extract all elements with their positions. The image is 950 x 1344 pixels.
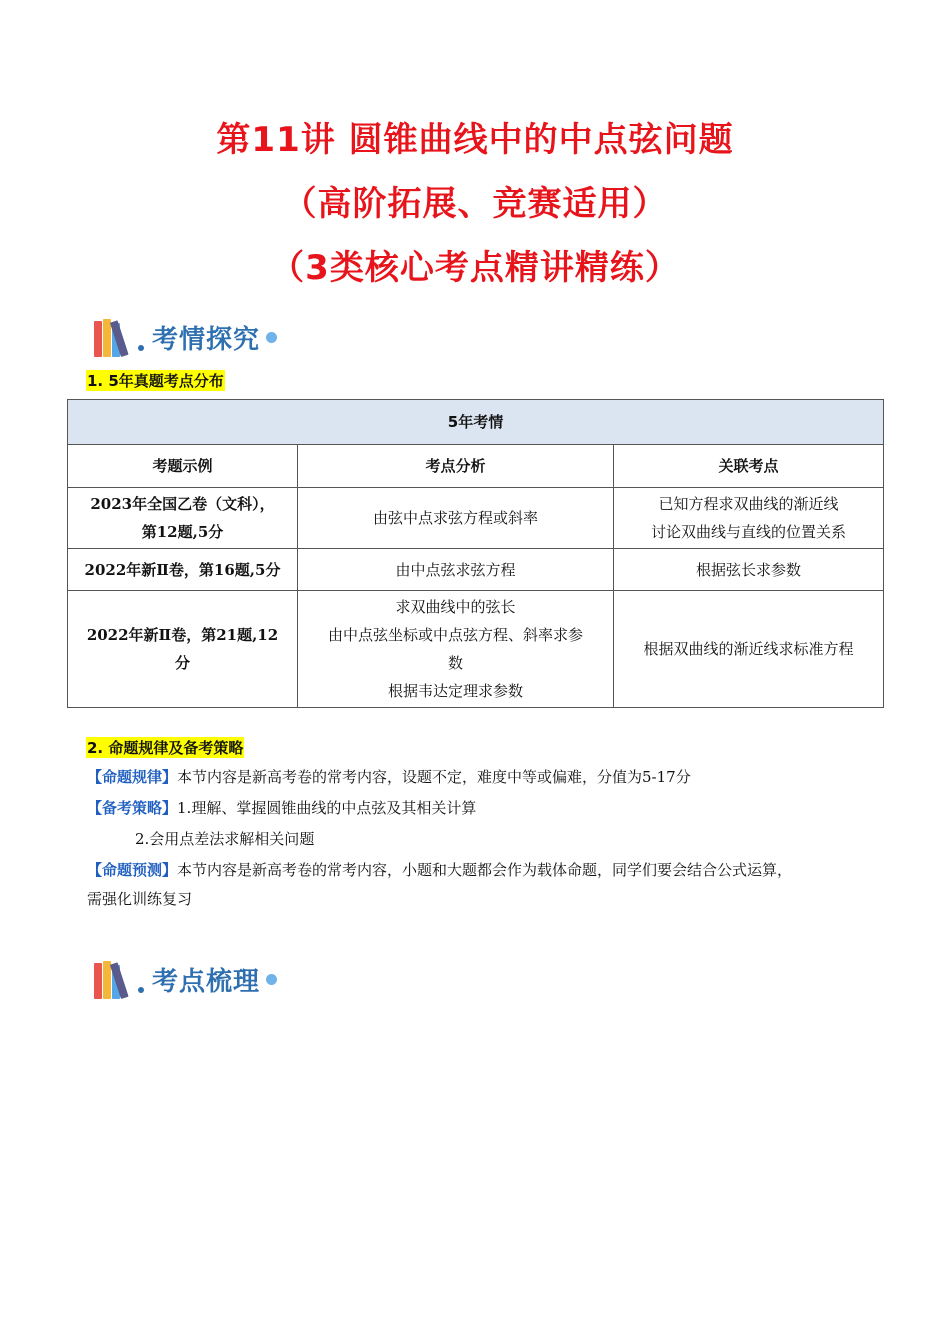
predict-text: 本节内容是新高考卷的常考内容，小题和大题都会作为载体命题，同学们要会结合公式运算， — [177, 861, 793, 879]
subheading-2: 2. 命题规律及备考策略 — [87, 739, 244, 757]
table-cell-analysis: 由弦中点求弦方程或斜率 — [298, 488, 614, 549]
table-row — [68, 488, 884, 549]
predict-tag: 【命题预测】 — [87, 861, 178, 879]
section-header-exam-analysis — [92, 314, 277, 360]
section-dot — [266, 332, 277, 343]
section-dot-small — [138, 987, 144, 993]
table-header: 考题示例 — [68, 445, 298, 488]
subheading-1: 1. 5年真题考点分布 — [87, 372, 224, 390]
title-line-3: （3类核心考点精讲精练） — [270, 248, 680, 288]
table-cell-analysis: 求双曲线中的弦长 由中点弦坐标或中点弦方程、斜率求参 数 根据韦达定理求参数 — [298, 591, 614, 708]
section-dot-small — [138, 345, 144, 351]
strategy-tag: 【备考策略】 — [87, 799, 178, 817]
table-header: 关联考点 — [614, 445, 884, 488]
law-text: 本节内容是新高考卷的常考内容，设题不定，难度中等或偏难，分值为5-17分 — [177, 768, 691, 786]
section-header-key-points — [92, 956, 277, 1002]
table-cell-example: 2022年新Ⅱ卷，第16题,5分 — [68, 549, 298, 591]
table-cell-related: 根据双曲线的渐近线求标准方程 — [614, 591, 884, 708]
table-cell-example: 2023年全国乙卷（文科）， 第12题,5分 — [68, 488, 298, 549]
table-cell-related: 已知方程求双曲线的渐近线 讨论双曲线与直线的位置关系 — [614, 488, 884, 549]
table-cell-analysis: 由中点弦求弦方程 — [298, 549, 614, 591]
table-header: 考点分析 — [298, 445, 614, 488]
strategy-item-2: 2.会用点差法求解相关问题 — [135, 830, 315, 848]
strategy-item-1: 1.理解、掌握圆锥曲线的中点弦及其相关计算 — [177, 799, 477, 817]
title-line-2: （高阶拓展、竞赛适用） — [282, 184, 668, 224]
table-cell-related: 根据弦长求参数 — [614, 549, 884, 591]
section-title: 考情探究 — [152, 324, 261, 355]
exam-table — [67, 399, 884, 708]
section-title: 考点梳理 — [152, 966, 261, 997]
predict-paragraph — [87, 855, 887, 885]
table-cell-example: 2022年新Ⅱ卷，第21题,12 分 — [68, 591, 298, 708]
strategy-paragraph — [87, 793, 887, 823]
title-line-1: 第11讲 圆锥曲线中的中点弦问题 — [216, 120, 734, 160]
law-paragraph — [87, 762, 887, 792]
section-dot — [266, 974, 277, 985]
books-icon — [92, 959, 136, 999]
books-icon — [92, 317, 136, 357]
table-row — [68, 591, 884, 708]
predict-text-cont: 需强化训练复习 — [87, 890, 193, 908]
table-caption: 5年考情 — [68, 400, 884, 445]
law-tag: 【命题规律】 — [87, 768, 178, 786]
table-row — [68, 549, 884, 591]
